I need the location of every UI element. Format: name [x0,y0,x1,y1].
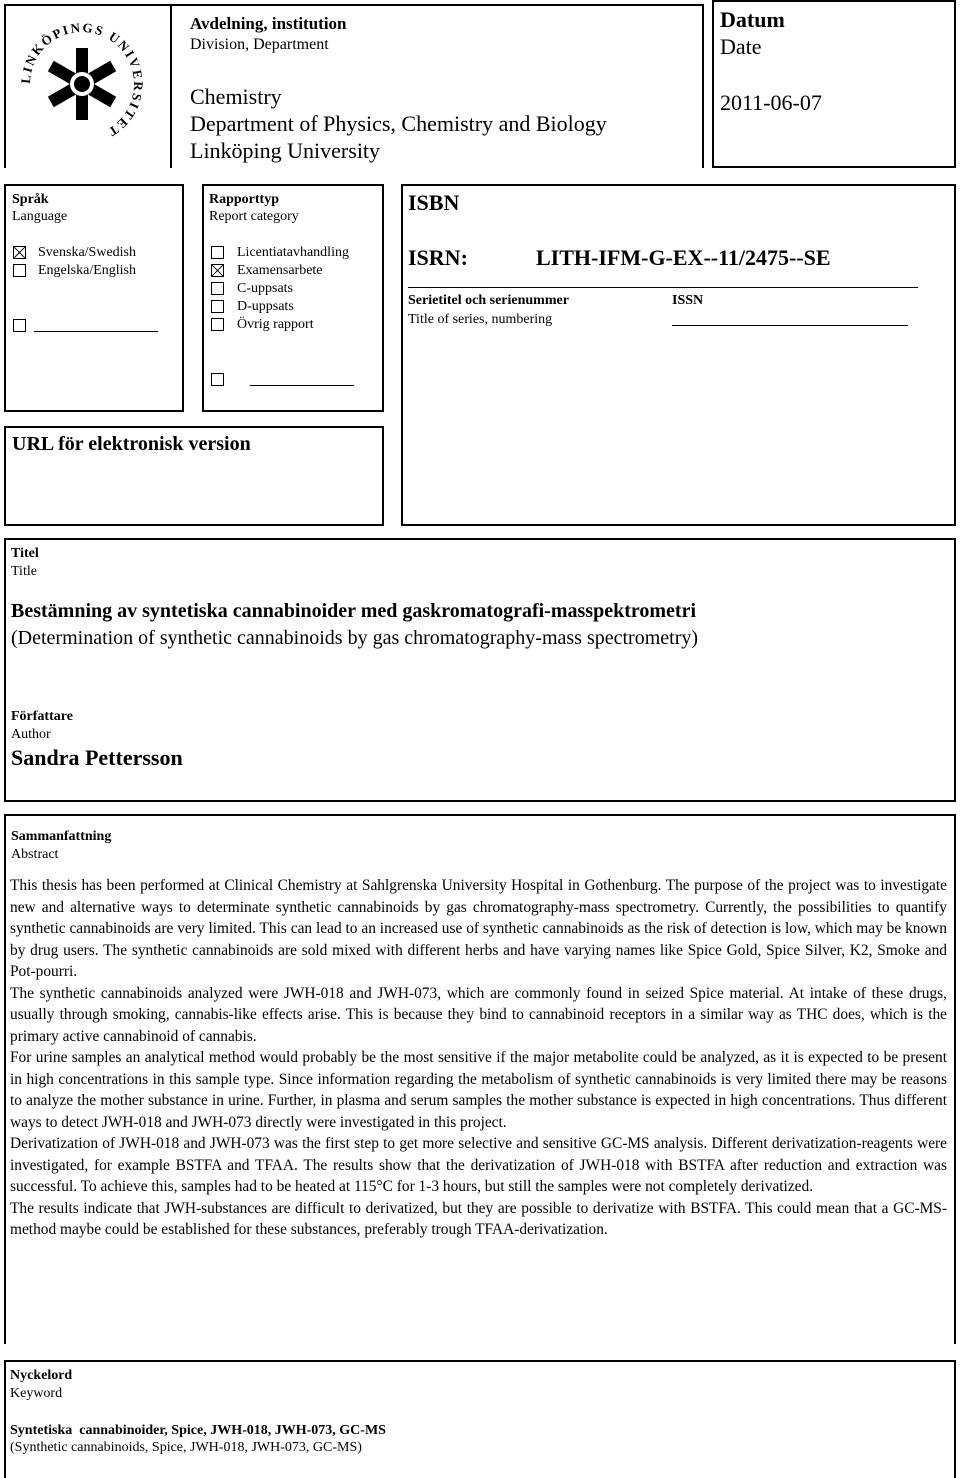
abstract-paragraph: For urine samples an analytical method would probably be the most sensitive if the major metabolite could be analyzed, as it is expected to be present in high concentrations in this sample type. Since information regarding the metabolism of synthetic cannabinoids is very limited there may be reasons to analyze the mother substance in urine. Further, in plasma and serum samples the mother substance is expected in high concentrations. Thus different ways to detect JWH-018 and JWH-073 directly were investigated in this project. [10,1049,947,1131]
report-option-d-uppsats: D-uppsats [237,299,294,314]
issn-underline[interactable] [672,325,908,326]
checkbox-c-uppsats[interactable] [211,282,224,295]
checkbox-report-other[interactable] [211,373,224,386]
keyword-label-sv: Nyckelord [10,1368,73,1383]
header-left-border-2 [170,4,172,168]
isrn-label: ISRN: [408,245,468,270]
title-label-sv: Titel [11,546,39,561]
url-label: URL för elektronisk version [12,433,251,455]
language-option-swedish: Svenska/Swedish [38,245,136,260]
department-line-2: Department of Physics, Chemistry and Biology [190,111,607,136]
isrn-underline [408,287,918,288]
date-value: 2011-06-07 [720,90,822,115]
date-label-sv: Datum [720,7,785,32]
author-name: Sandra Pettersson [11,745,183,770]
checkbox-language-other[interactable] [13,319,26,332]
date-label-en: Date [720,34,762,59]
isbn-label: ISBN [408,190,460,215]
keyword-label-en: Keyword [10,1386,63,1401]
report-label-en: Report category [209,209,299,224]
author-label-en: Author [11,727,51,742]
abstract-paragraph: Derivatization of JWH-018 and JWH-073 was the first step to get more selective and sensitive GC-MS analysis. Different derivatization-reagents were investigated, for example BSTFA and TFAA. The results show that the derivatization of JWH-018 with BSTFA after reduction and extraction was successful. To achieve this, samples had to be heated at 115°C for 1-3 hours, but still the samples were not completely derivatized. [10,1135,947,1195]
report-option-c-uppsats: C-uppsats [237,281,293,296]
checkbox-swedish[interactable] [13,246,26,259]
checkbox-licentiat[interactable] [211,246,224,259]
series-label-en: Title of series, numbering [408,312,553,327]
abstract-label-sv: Sammanfattning [11,829,112,844]
isrn-value: LITH-IFM-G-EX--11/2475--SE [536,245,831,270]
seal-text: LINKÖPINGS UNIVERSITET [18,20,146,141]
header-top-border [4,4,704,6]
header-left-border [4,4,6,168]
series-label-sv: Serietitel och serienummer [408,293,569,308]
language-other-blank[interactable] [34,331,158,332]
division-label-sv: Avdelning, institution [190,14,347,33]
report-other-blank[interactable] [250,385,354,386]
abstract-paragraph: This thesis has been performed at Clinical Chemistry at Sahlgrenska University Hospital in Gothenburg. The purpose of the project was to investigate new and alternative ways to determinate synthetic cannabinoids by gas chromatography-mass spectrometry. Currently, the possibilities to quantify synthetic cannabinoids are very limited. This can lead to an increased use of synthetic cannabinoids as the risk of detection is low, which may be known by drug users. The synthetic cannabinoids are sold mixed with different herbs and have varying names like Spice Gold, Spice Silver, K2, Smoke and Pot-pourri. [10,877,947,980]
isbn-box [401,184,956,526]
keywords-box [4,1360,956,1478]
department-line-3: Linköping University [190,138,381,163]
report-label-sv: Rapporttyp [209,192,280,207]
thesis-title-sv: Bestämning av syntetiska cannabinoider med gaskromatografi-masspektrometri [11,600,696,622]
abstract-paragraph: The synthetic cannabinoids analyzed were JWH-018 and JWH-073, which are commonly found in seized Spice material. At intake of these drugs, usually through smoking, cannabis-like effects arise. This is because they bind to cannabinoid receptors in a similar way as THC does, which is the primary active cannabinoid of cannabis. [10,984,947,1045]
header-right-divider [702,4,704,168]
checkbox-english[interactable] [13,264,26,277]
thesis-title-en: (Determination of synthetic cannabinoids by gas chromatography-mass spectrometry) [11,627,699,649]
keywords-en: (Synthetic cannabinoids, Spice, JWH-018, JWH-073, GC-MS) [10,1440,362,1455]
abstract-text [10,875,947,1241]
report-option-ovrig-rapport: Övrig rapport [237,317,314,332]
university-seal-logo [18,20,146,148]
language-label-en: Language [12,209,68,224]
abstract-box-left [4,814,6,1344]
abstract-box-right [954,814,956,1344]
division-label-en: Division, Department [190,36,329,53]
checkbox-ovrig-rapport[interactable] [211,318,224,331]
abstract-label-en: Abstract [11,847,59,862]
abstract-box-top [4,814,956,816]
report-option-licentiat: Licentiatavhandling [237,245,349,260]
department-line-1: Chemistry [190,84,282,109]
checkbox-d-uppsats[interactable] [211,300,224,313]
language-label-sv: Språk [12,192,49,207]
checkbox-examensarbete[interactable] [211,264,224,277]
report-option-examensarbete: Examensarbete [237,263,323,278]
abstract-paragraph: The results indicate that JWH-substances are difficult to derivatized, but they are possible to derivatize with BSTFA. This could mean that a GC-MS-method maybe could be established for these substances, preferably trough TFAA-derivatization. [10,1199,947,1238]
keywords-sv: Syntetiska cannabinoider, Spice, JWH-018, JWH-073, GC-MS [10,1423,386,1438]
language-option-english: Engelska/English [38,263,136,278]
issn-label: ISSN [672,293,704,308]
author-label-sv: Författare [11,709,73,724]
title-label-en: Title [11,564,37,579]
